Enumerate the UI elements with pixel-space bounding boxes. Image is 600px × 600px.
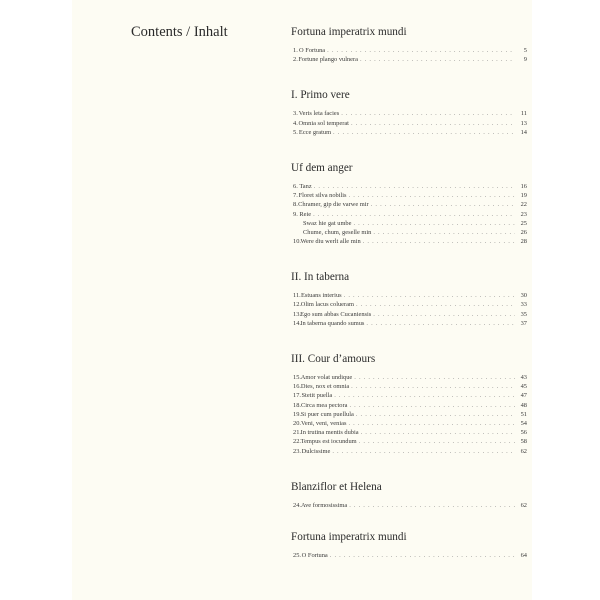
entry-title: Swaz hie gat umbe [303, 219, 352, 227]
entry-number: 20. [293, 419, 301, 427]
dot-leader [360, 55, 515, 64]
entry-title: Tempus est iocundum [300, 438, 357, 446]
entry-list [293, 501, 527, 510]
entry-page-number: 13 [520, 119, 527, 127]
entry-page-number: 30 [520, 292, 527, 300]
entry-page-number: 28 [520, 238, 527, 246]
toc-entry[interactable] [293, 46, 527, 55]
toc-entry[interactable] [293, 191, 527, 200]
table-of-contents [291, 25, 527, 560]
entry-title: Circa mea pectora [300, 401, 348, 409]
entry-page-number: 45 [520, 383, 527, 391]
entry-page-number: 62 [520, 447, 527, 455]
toc-entry[interactable] [293, 210, 527, 219]
section-heading: Uf dem anger [291, 161, 353, 174]
dot-leader [344, 291, 515, 300]
entry-title: Amor volat undique [300, 374, 353, 381]
dot-leader [333, 128, 515, 137]
entry-number: 10. [293, 238, 301, 246]
dot-leader [351, 119, 515, 128]
dot-leader [327, 46, 515, 55]
toc-section-primo-vere [291, 88, 527, 137]
toc-section-blanziflor [291, 480, 527, 510]
document-page [72, 0, 532, 600]
dot-leader [363, 237, 515, 246]
entry-page-number: 19 [520, 192, 527, 200]
entry-number: 17. [293, 392, 301, 400]
entry-number: 14. [293, 319, 301, 327]
toc-entry[interactable] [293, 300, 527, 309]
entry-title: Chume, chum, geselle min [303, 228, 372, 236]
entry-page-number: 64 [520, 551, 527, 559]
entry-number: 22. [293, 438, 301, 446]
entry-list [293, 373, 527, 456]
spacer [291, 456, 527, 480]
dot-leader [349, 501, 515, 510]
toc-entry[interactable] [293, 182, 527, 191]
entry-title: Fortune plango vulnera [298, 56, 358, 64]
entry-number: 15. [293, 374, 301, 381]
entry-number: 24. [293, 501, 301, 509]
toc-entry[interactable] [293, 291, 527, 300]
entry-title: Tanz [299, 182, 312, 190]
dot-leader [349, 191, 515, 200]
dot-leader [341, 109, 515, 118]
dot-leader [373, 228, 515, 237]
toc-entry[interactable] [293, 237, 527, 246]
dot-leader [356, 410, 515, 419]
spacer [291, 246, 527, 270]
entry-page-number: 51 [520, 410, 527, 418]
entry-page-number: 23 [520, 210, 527, 218]
entry-page-number: 54 [520, 419, 527, 427]
toc-section-cour-damours [291, 352, 527, 456]
spacer [291, 328, 527, 352]
entry-title: Veni, veni, venias [301, 419, 347, 427]
entry-page-number: 62 [520, 501, 527, 509]
dot-leader [353, 219, 515, 228]
entry-number: 6. [293, 182, 298, 190]
entry-number: 3. [293, 110, 298, 118]
entry-number: 19. [293, 410, 301, 418]
toc-entry[interactable] [293, 200, 527, 209]
entry-number: 23. [293, 447, 301, 455]
toc-section-fortuna-closing [291, 530, 527, 560]
entry-page-number: 16 [520, 182, 527, 190]
entry-title: Olim lacus colueram [300, 301, 354, 309]
toc-entry[interactable] [293, 219, 527, 228]
entry-number: 4. [293, 119, 298, 127]
toc-entry[interactable] [293, 228, 527, 237]
toc-entry[interactable] [293, 437, 527, 446]
toc-entry[interactable] [293, 447, 527, 456]
toc-section-uf-dem-anger [291, 161, 527, 246]
entry-number: 1. [293, 47, 298, 54]
entry-title: Omnia sol temperat [298, 119, 349, 127]
entry-list [293, 182, 527, 246]
toc-entry[interactable] [293, 401, 527, 410]
entry-title: Estuans interius [300, 292, 342, 300]
entry-list [293, 46, 527, 64]
spacer [291, 137, 527, 161]
dot-leader [356, 300, 515, 309]
entry-title: Veris leta facies [298, 110, 340, 118]
entry-title: In trutina mentis dubia [300, 429, 359, 437]
dot-leader [349, 401, 515, 410]
section-heading: I. Primo vere [291, 89, 350, 102]
entry-number: 18. [293, 401, 301, 409]
page-title: Contents / Inhalt [131, 24, 228, 40]
entry-page-number: 9 [523, 56, 527, 64]
dot-leader [313, 210, 515, 219]
toc-entry[interactable] [293, 55, 527, 64]
toc-entry[interactable] [293, 410, 527, 419]
entry-number: 11. [293, 292, 301, 300]
entry-page-number: 25 [520, 219, 527, 227]
dot-leader [359, 437, 515, 446]
entry-page-number: 26 [520, 228, 527, 236]
spacer [291, 510, 527, 530]
section-heading: Blanziflor et Helena [291, 480, 382, 493]
dot-leader [314, 182, 515, 191]
toc-entry[interactable] [293, 310, 527, 319]
entry-title: Ego sum abbas Cucaniensis [300, 310, 372, 318]
toc-section-fortuna-opening [291, 25, 527, 64]
dot-leader [332, 447, 515, 456]
entry-page-number: 22 [520, 201, 527, 209]
dot-leader [354, 373, 515, 382]
entry-page-number: 56 [520, 429, 527, 437]
entry-page-number: 47 [520, 392, 527, 400]
entry-list [293, 291, 527, 328]
entry-title: Ecce gratum [298, 128, 332, 136]
entry-list [293, 551, 527, 560]
toc-entry[interactable] [293, 551, 527, 560]
entry-page-number: 35 [520, 310, 527, 318]
entry-number: 16. [293, 383, 301, 391]
toc-entry[interactable] [293, 391, 527, 400]
entry-number: 25. [293, 551, 301, 559]
spacer [291, 64, 527, 88]
entry-title: Dulcissime [301, 447, 331, 455]
entry-title: Dies, nox et omnia [300, 383, 350, 391]
dot-leader [373, 310, 515, 319]
entry-page-number: 58 [520, 438, 527, 446]
entry-title: O Fortuna [301, 551, 328, 559]
section-heading: Fortuna imperatrix mundi [291, 530, 407, 543]
toc-entry[interactable] [293, 319, 527, 328]
entry-title: Floret silva nobilis [298, 192, 347, 200]
dot-leader [334, 391, 515, 400]
entry-page-number: 33 [520, 301, 527, 309]
toc-entry[interactable] [293, 109, 527, 118]
entry-page-number: 11 [520, 110, 527, 118]
entry-title: Reie [299, 210, 312, 218]
entry-title: O Fortuna [299, 47, 326, 54]
toc-entry[interactable] [293, 373, 527, 382]
dot-leader [366, 319, 515, 328]
entry-title: Ave formosissima [300, 501, 348, 509]
section-heading: III. Cour d’amours [291, 353, 376, 365]
dot-leader [330, 551, 515, 560]
section-heading: Fortuna imperatrix mundi [291, 26, 407, 38]
toc-section-in-taberna [291, 270, 527, 328]
entry-number: 5. [293, 128, 298, 136]
dot-leader [361, 428, 515, 437]
entry-number: 12. [293, 301, 301, 309]
toc-entry[interactable] [293, 128, 527, 137]
toc-entry[interactable] [293, 501, 527, 510]
dot-leader [348, 419, 515, 428]
entry-number: 13. [293, 310, 301, 318]
section-heading: II. In taberna [291, 271, 350, 284]
entry-number: 8. [293, 201, 298, 209]
entry-number: 7. [293, 192, 298, 200]
dot-leader [351, 382, 515, 391]
entry-number: 9. [293, 210, 298, 218]
toc-entry[interactable] [293, 119, 527, 128]
entry-title: In taberna quando sumus [300, 319, 365, 327]
entry-number: 2. [293, 56, 298, 64]
dot-leader [371, 200, 515, 209]
entry-page-number: 43 [520, 374, 527, 381]
toc-entry[interactable] [293, 428, 527, 437]
entry-number: 21. [293, 429, 301, 437]
entry-list [293, 109, 527, 137]
entry-title: Si puer cum puellula [300, 410, 354, 418]
entry-title: Stetit puella [301, 392, 333, 400]
entry-page-number: 48 [520, 401, 527, 409]
entry-title: Were diu werlt alle min [300, 238, 361, 246]
toc-entry[interactable] [293, 382, 527, 391]
entry-title: Chramer, gip die varwe mir [298, 201, 369, 209]
toc-entry[interactable] [293, 419, 527, 428]
entry-page-number: 5 [523, 47, 527, 54]
entry-page-number: 14 [520, 128, 527, 136]
entry-page-number: 37 [520, 319, 527, 327]
